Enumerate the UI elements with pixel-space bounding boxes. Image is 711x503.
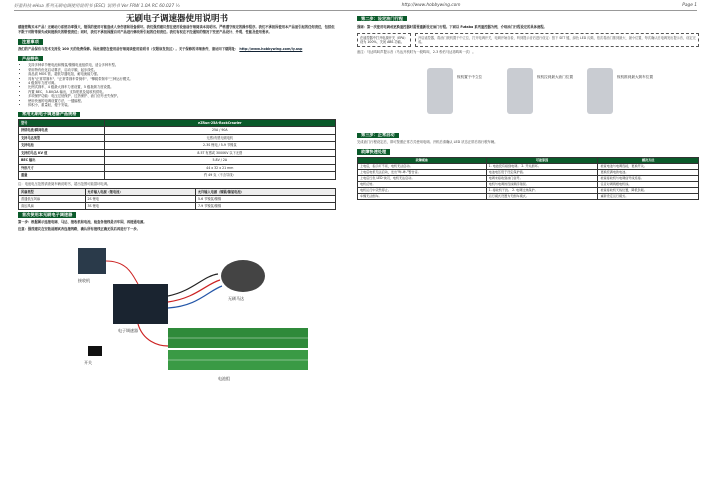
switch-icon xyxy=(88,346,102,356)
calib-heading: 第二步：设定油门行程 xyxy=(357,16,407,21)
esc-icon xyxy=(113,284,168,324)
transmitter-icon xyxy=(587,68,613,114)
throttle-label: 扳机推到最大刹车位置 xyxy=(617,74,653,79)
spec-key: 支持马达类型 xyxy=(19,134,105,142)
feature-item: • 采用特有优化启动算法，启动平顺，起步线性。 xyxy=(28,68,336,72)
trouble-cell: 任意对调两根电机线。 xyxy=(598,181,699,187)
spec-note: 注：电池电压范围请查阅车辆说明书，超出范围可能损坏电调。 xyxy=(18,181,111,186)
spec-val: 25A / 90A xyxy=(104,127,335,135)
fan-cell: 普通低压风扇 xyxy=(19,196,86,203)
spec-head-key: 型号 xyxy=(19,119,105,127)
trouble-head: 解决方法 xyxy=(598,157,699,163)
trouble-cell: 上电后电机无法启动，发出"哔-哔-"警告音。 xyxy=(358,169,487,175)
spec-key: 持续电流/瞬间电流 xyxy=(19,127,105,135)
trouble-cell: 上电后，指示灯不亮，电机无法启动。 xyxy=(358,163,487,169)
battery-label: 电池组 xyxy=(218,375,230,381)
feature-item: • 高品质 MOS 管，超低导通电阻，耐电流能力强。 xyxy=(28,72,336,76)
motor-wire-c xyxy=(168,286,222,308)
motor-label: 无刷马达 xyxy=(228,295,244,301)
trouble-cell: 检查接收机与电调信号线连接。 xyxy=(598,175,699,181)
table-row xyxy=(19,142,336,150)
trouble-cell: 上电后红色 LED 快闪，电机无法启动。 xyxy=(358,175,487,181)
table-row xyxy=(19,203,336,210)
battery-icon xyxy=(168,328,308,370)
fan-head: 允许输入电源（镍镉/镍氢电池） xyxy=(195,189,335,196)
page-title: 无刷电子调速器使用说明书 xyxy=(125,14,228,24)
fan-cell: 高压风扇 xyxy=(19,203,86,210)
notice-text xyxy=(18,47,336,51)
switch-label: 开关 xyxy=(84,359,92,365)
trouble-cell: 车辆无法倒车。 xyxy=(358,193,487,199)
connect-step: 第一步：根据图示连接电调、马达、接收机和电池，检查各接线是否牢固，再接通电源。 xyxy=(18,219,147,224)
spec-val: 44 x 32 x 21 mm xyxy=(104,164,335,172)
spec-key: 外形尺寸 xyxy=(19,164,105,172)
trouble-cell: 1. 电池没有接到电调。 2. 开关损坏。 xyxy=(486,163,598,169)
table-row xyxy=(19,157,336,165)
step3-text: 完成油门行程设定后，即可按照正常方式使用电调。开机后请确认 LED 状态正常后再行驶车辆。 xyxy=(357,140,498,145)
spec-heading: 常用无刷电子调速器产品规格 xyxy=(18,112,80,117)
power-wire xyxy=(138,324,168,346)
fan-table xyxy=(18,188,336,210)
feature-item: • 多项保护功能：电压过低保护、过热保护、油门信号丢失保护。 xyxy=(28,94,336,98)
receiver-icon xyxy=(78,248,106,274)
page-header xyxy=(14,3,697,9)
table-row xyxy=(19,134,336,142)
table-row xyxy=(19,164,336,172)
trouble-cell: 电池电压低于设定保护值。 xyxy=(486,169,598,175)
spec-key: 支持电池 xyxy=(19,142,105,150)
throttle-diagram xyxy=(357,58,699,128)
table-row xyxy=(358,193,699,199)
spec-val: 无感/有感无刷电机 xyxy=(104,134,335,142)
calib-box-2: 开启遥控器，将油门扳机置于中立位，打开电调开关，电调开始自检，听到提示音后进行设定：按下 SET 键，绿色 LED 闪烁，依次将油门推到最大、最小位置，每次确认后电调发出提示音，设定完成。 xyxy=(415,33,699,47)
table-row xyxy=(19,119,336,127)
fan-cell: 5-6 节镍氢/镍镉 xyxy=(195,196,335,203)
notice-url[interactable]: http://www.hobbywing.com/ly.asp xyxy=(239,46,303,51)
esc-label: 电子调速器 xyxy=(118,327,138,333)
trouble-head: 故障现象 xyxy=(358,157,487,163)
trouble-cell: 电调未接收到油门信号。 xyxy=(486,175,598,181)
spec-head-val: eZRun-25A-RockCrawler xyxy=(104,119,335,127)
throttle-svg xyxy=(357,58,699,128)
signal-wire xyxy=(106,261,138,284)
calib-note: 备注：马达鸣叫声提示音（马达开机时为一段鸣叫，2-3 秒后马达再鸣叫一次）。 xyxy=(357,50,476,55)
spec-val: 约 49 克（不含导线） xyxy=(104,172,335,180)
trouble-cell: 电机反转。 xyxy=(358,181,487,187)
throttle-label: 扳机置于中立位 xyxy=(457,74,483,79)
step3-heading: 第三步：正常启动 xyxy=(357,133,399,138)
header-page: Page 1 xyxy=(682,3,697,8)
wiring-diagram xyxy=(18,236,336,386)
fan-cell: 2S 锂电 xyxy=(85,196,195,203)
feature-item: • 4 级刹车力度可调。 xyxy=(28,81,336,85)
fan-cell: 7-9 节镍氢/镍镉 xyxy=(195,203,335,210)
feature-item: • 具有"正常带刹车"、"正常带刹车带倒车"、"攀爬带刹车"三种运行模式。 xyxy=(28,77,336,81)
transmitter-icon xyxy=(427,68,453,114)
fan-cell: 3S 锂电 xyxy=(85,203,195,210)
throttle-label: 扳机拉到最大油门位置 xyxy=(537,74,573,79)
feature-item: • 体积小，重量轻，便于安装。 xyxy=(28,103,336,107)
trouble-cell: 电机运行中突然停止。 xyxy=(358,187,487,193)
spec-key: BEC 输出 xyxy=(19,157,105,165)
trouble-cell: 运行模式设置为无倒车模式。 xyxy=(486,193,598,199)
trouble-cell: 重新设定运行模式。 xyxy=(598,193,699,199)
table-row xyxy=(19,127,336,135)
connect-heading: 首次使用本无刷电子调速器 xyxy=(18,212,76,217)
fan-head: 允许输入电源（锂电池） xyxy=(85,189,195,196)
calib-box-1: 在遥控器中打开电源开关（EPA）设为 100%，关闭 ABS 功能。 xyxy=(357,33,411,47)
trouble-head: 可能原因 xyxy=(486,157,598,163)
spec-key: 支持的马达 KV 值 xyxy=(19,149,105,157)
notice-body: 我们的产品保有与技术支持及 100 天的免费保修。因此请您在使用前仔细阅读使用说明书（仅限该发货区）。关于保修的详细条件，请访问下载网址： xyxy=(18,46,239,51)
trouble-cell: 电机与电调的连线顺序错误。 xyxy=(486,181,598,187)
calib-intro: 强调：第一次使用电调或更换遥控器时需要重新设定油门行程。下面以 Futaba 系列遥控器为例，介绍油门行程设定的具体流程。 xyxy=(357,25,547,30)
trouble-cell: 更换充满电的电池。 xyxy=(598,169,699,175)
trouble-heading: 故障快速处理 xyxy=(357,149,390,154)
spec-key: 重量 xyxy=(19,172,105,180)
left-column xyxy=(18,14,336,386)
table-row xyxy=(19,172,336,180)
features-heading: 产品特色 xyxy=(18,56,43,61)
trouble-cell: 检查电池与电调连接，更换开关。 xyxy=(598,163,699,169)
spec-table xyxy=(18,119,336,180)
features-list xyxy=(18,63,336,107)
transmitter-icon xyxy=(507,68,533,114)
spec-val: 8.5T 有感或 3000KV 以下无感 xyxy=(104,149,335,157)
feature-item: • 比例式刹车，4 级最大刹车力度设置，5 级拖刹力度设置。 xyxy=(28,85,336,89)
table-row xyxy=(19,149,336,157)
fan-head: 风扇类型 xyxy=(19,189,86,196)
intro-text: 感谢您购买本产品！无刷动力系统功率强大，错误的使用可能造成人身伤害和设备损坏。我们强烈建议您在使用设备前仔细阅读本说明书。严格遵守规定的操作程序。我们不承担因使用本产品而引起的任何责任，包括但不限于对附带损失或间接损失的赔偿责任；同时，我们不承担因擅自对产品进行修改所引起的任何责任。我们有权在不经通知的情况下变更产品设计、外观、性能及使用要求。 xyxy=(18,25,335,34)
feature-item: • 内置 BEC，5.8V/2A 输出，支持舵机及接收机供电。 xyxy=(28,90,336,94)
feature-item: • 支持多种单节锂电池和镍氢/镍镉电池组供电，适合多种车型。 xyxy=(28,63,336,67)
table-row xyxy=(19,189,336,196)
spec-val: 2-3S 锂电 / 5-9 节镍氢 xyxy=(104,142,335,150)
wiring-svg xyxy=(18,236,336,386)
trouble-cell: 1. 接收机干扰。 2. 电调过热保护。 xyxy=(486,187,598,193)
receiver-label: 接收机 xyxy=(78,277,90,283)
motor-icon xyxy=(221,260,265,292)
header-site[interactable]: http://www.hobbywing.com xyxy=(401,3,461,8)
notice-heading: 注意事项 xyxy=(18,39,43,44)
header-divider xyxy=(14,10,697,11)
spec-val: 5.8V / 2A xyxy=(104,157,335,165)
trouble-cell: 检查接收机天线位置，降低负载。 xyxy=(598,187,699,193)
calib-boxes xyxy=(357,33,699,47)
table-row xyxy=(19,196,336,203)
header-left: 好盈科技 eHua 系列无刷电调使用说明书 (ESC) 说明书 Ver FRW 1.0A RC 60.027 ½ xyxy=(14,4,180,9)
connect-note: 注意：强烈建议在安装前测试各连接线路，确认所有接线正确无误后再进行下一步。 xyxy=(18,227,140,232)
trouble-table xyxy=(357,157,699,200)
right-column xyxy=(357,14,699,200)
feature-item: • 使用快速的电调设置方法，一键编程。 xyxy=(28,99,336,103)
